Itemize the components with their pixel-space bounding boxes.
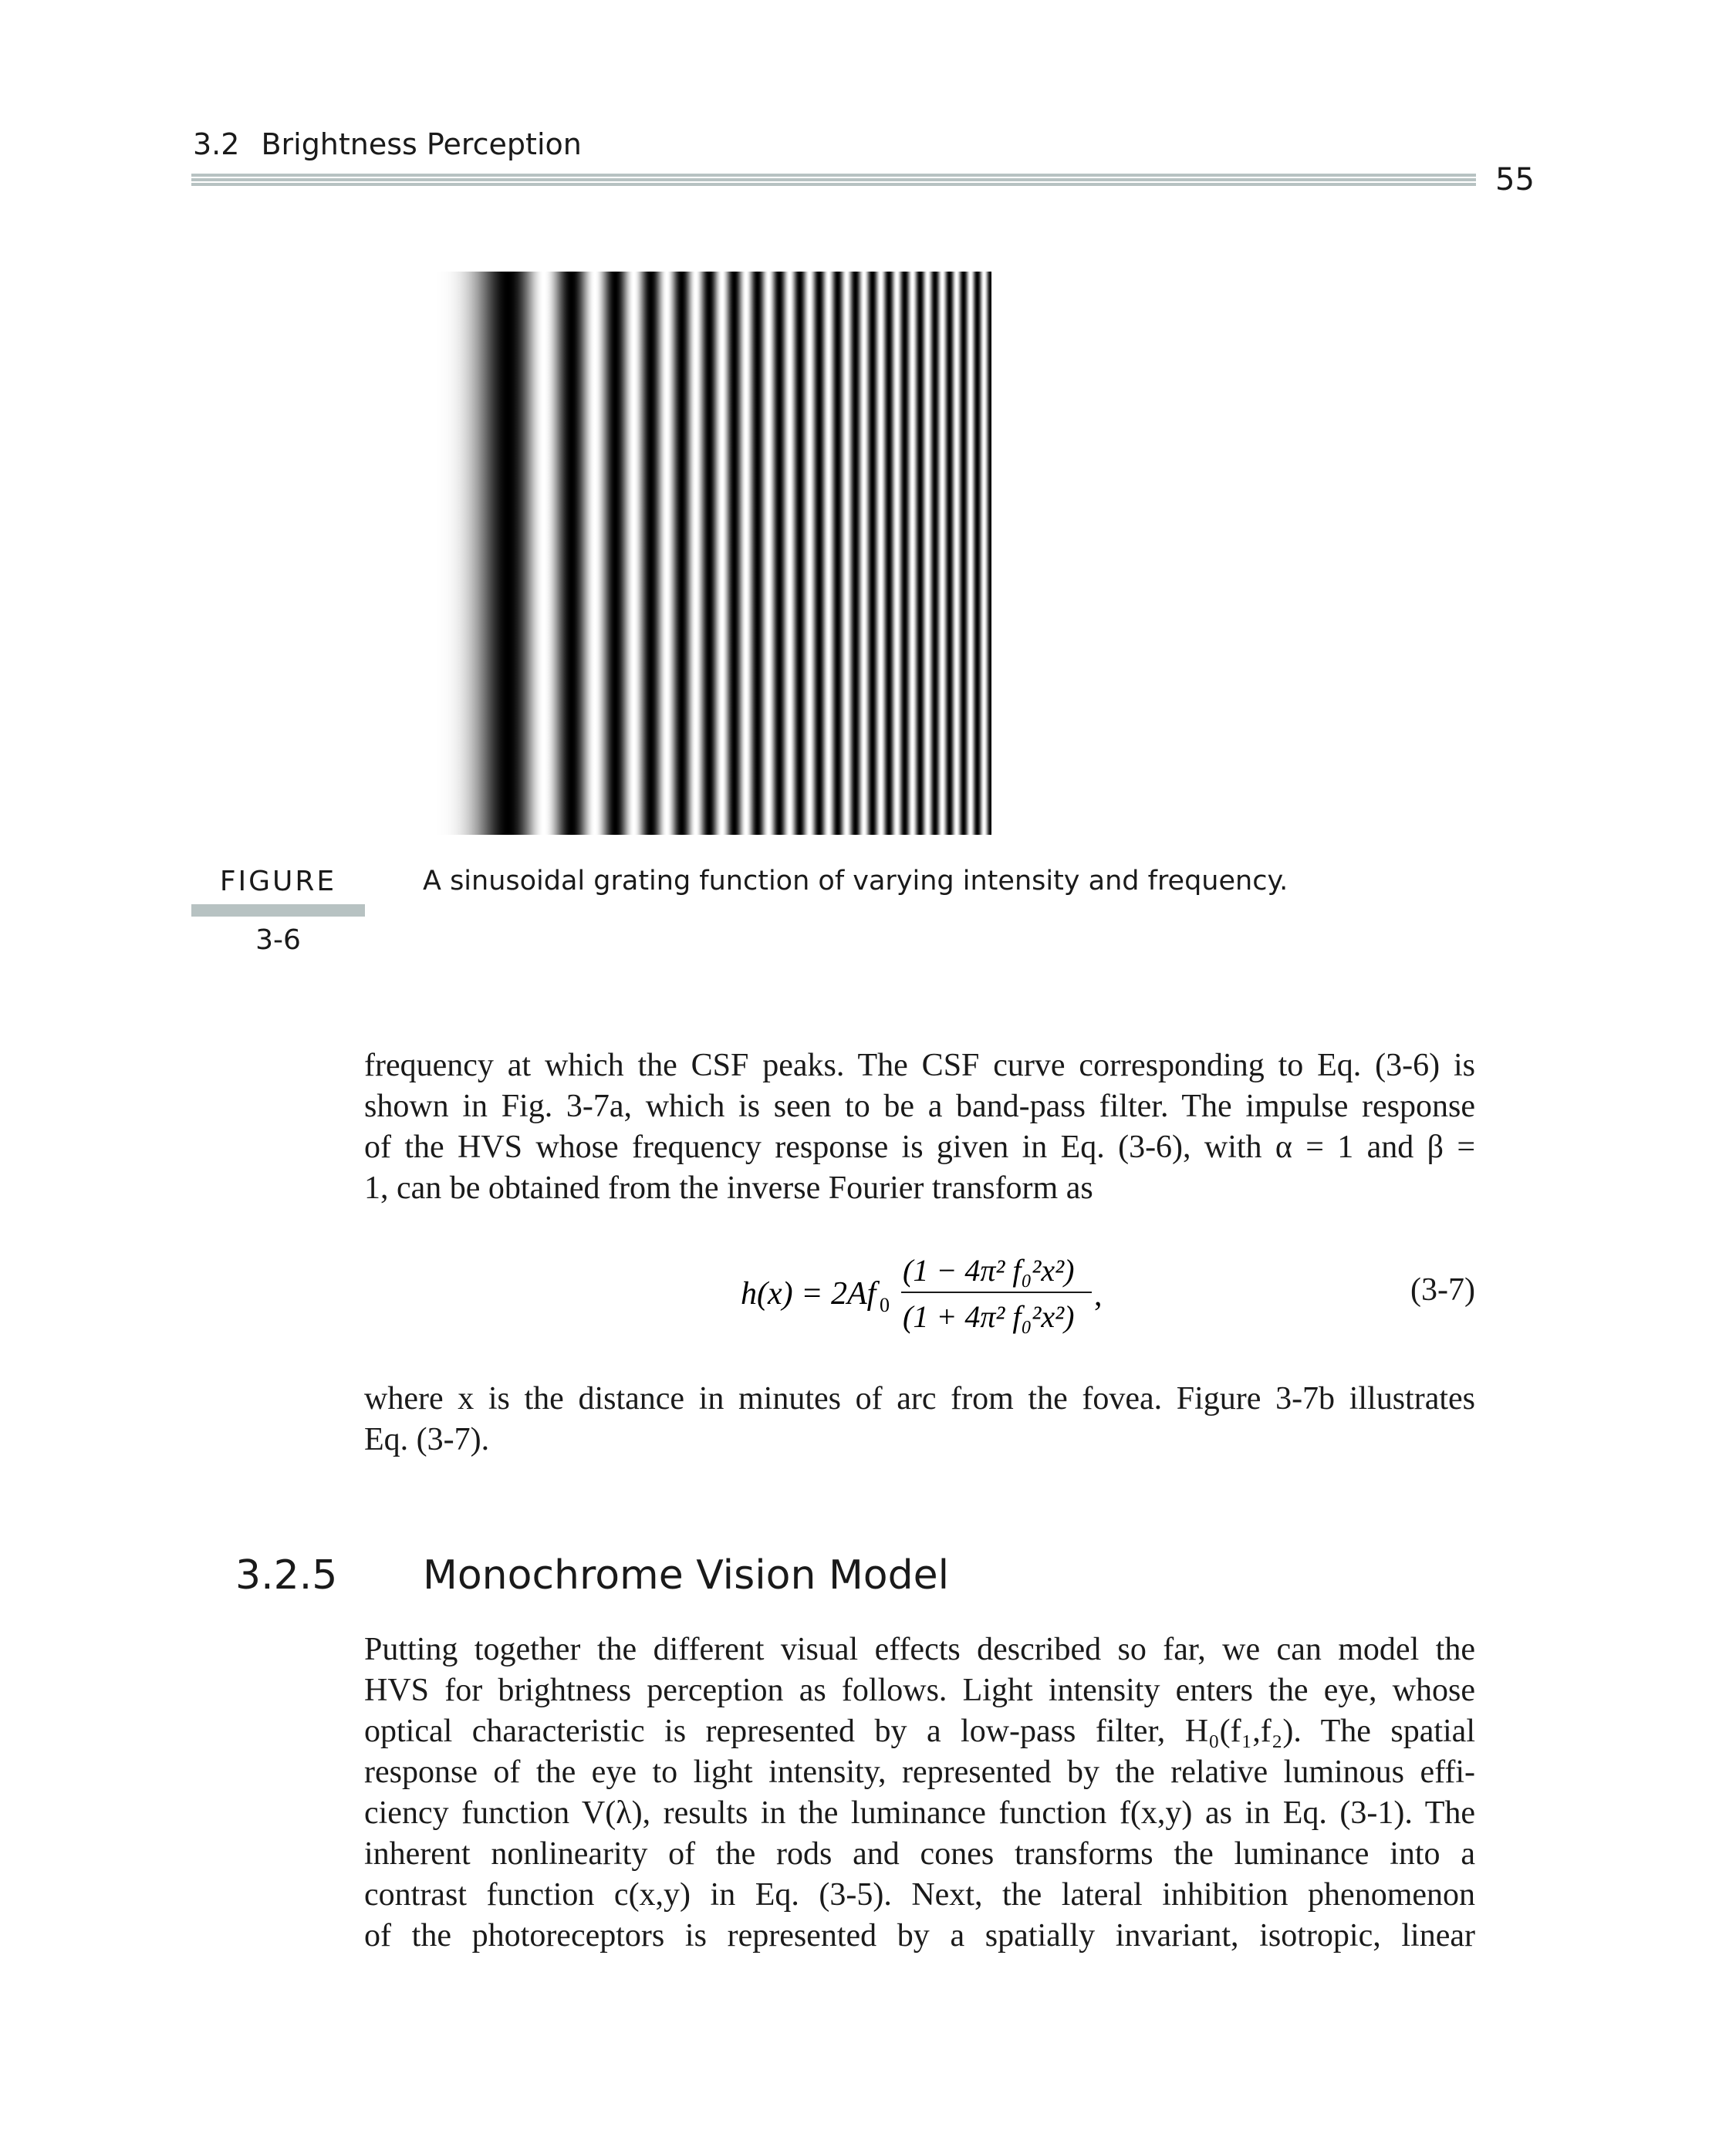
- figure-label-rule: [191, 904, 365, 917]
- running-head-section-title: Brightness Perception: [261, 127, 582, 161]
- equation-lhs: h(x) = 2Af: [741, 1276, 876, 1312]
- paragraph-2: [364, 1379, 1475, 1461]
- figure-label: FIGURE: [219, 866, 337, 897]
- running-head-section-number: 3.2: [193, 127, 240, 161]
- paragraph-3-line: ciency function V(λ), results in the luminance function f(x,y) as in Eq. (3-1). The: [364, 1795, 1475, 1831]
- section-title: Monochrome Vision Model: [423, 1552, 950, 1599]
- paragraph-1-line: 1, can be obtained from the inverse Fourier transform as: [364, 1170, 1093, 1206]
- paragraph-1-line: shown in Fig. 3-7a, which is seen to be a band-pass filter. The impulse response: [364, 1089, 1475, 1124]
- page-number: 55: [1495, 162, 1535, 198]
- equation-number: (3-7): [1410, 1272, 1475, 1308]
- paragraph-2-line: Eq. (3-7).: [364, 1422, 490, 1457]
- figure-number: 3-6: [255, 924, 301, 956]
- equation-numerator: (1 − 4π² f₀²x²): [903, 1253, 1075, 1288]
- equation-trailing-comma: ,: [1094, 1278, 1103, 1313]
- paragraph-3-line: HVS for brightness perception as follows. Light intensity enters the eye, whose: [364, 1673, 1475, 1708]
- paragraph-1-line: frequency at which the CSF peaks. The CSF curve corresponding to Eq. (3-6) is: [364, 1048, 1475, 1083]
- sinusoidal-grating-figure: [428, 272, 991, 835]
- running-head: [193, 127, 582, 161]
- paragraph-3-line: inherent nonlinearity of the rods and cones transforms the luminance into a: [364, 1836, 1475, 1872]
- paragraph-1-line: of the HVS whose frequency response is given in Eq. (3-6), with α = 1 and β =: [364, 1130, 1475, 1165]
- equation-lhs-subscript: 0: [880, 1294, 890, 1316]
- figure-caption: A sinusoidal grating function of varying intensity and frequency.: [423, 866, 1288, 897]
- paragraph-2-line: where x is the distance in minutes of arc from the fovea. Figure 3-7b illustrates: [364, 1381, 1475, 1417]
- paragraph-3-line: response of the eye to light intensity, represented by the relative luminous effi-: [364, 1754, 1475, 1790]
- grating-rect: [428, 272, 991, 835]
- paragraph-3: [364, 1629, 1475, 1957]
- paragraph-3-line: of the photoreceptors is represented by a spatially invariant, isotropic, linear: [364, 1918, 1475, 1954]
- section-number: 3.2.5: [235, 1552, 338, 1599]
- header-rule: [191, 174, 1476, 187]
- equation-3-7: [741, 1242, 1111, 1342]
- paragraph-3-line: Putting together the different visual effects described so far, we can model the: [364, 1632, 1475, 1667]
- paragraph-1: [364, 1045, 1475, 1209]
- paragraph-3-line: optical characteristic is represented by a low-pass filter, H₀(f₁,f₂). The spatial: [364, 1714, 1475, 1749]
- equation-denominator: (1 + 4π² f₀²x²): [903, 1299, 1075, 1334]
- paragraph-3-line: contrast function c(x,y) in Eq. (3-5). Next, the lateral inhibition phenomenon: [364, 1877, 1475, 1913]
